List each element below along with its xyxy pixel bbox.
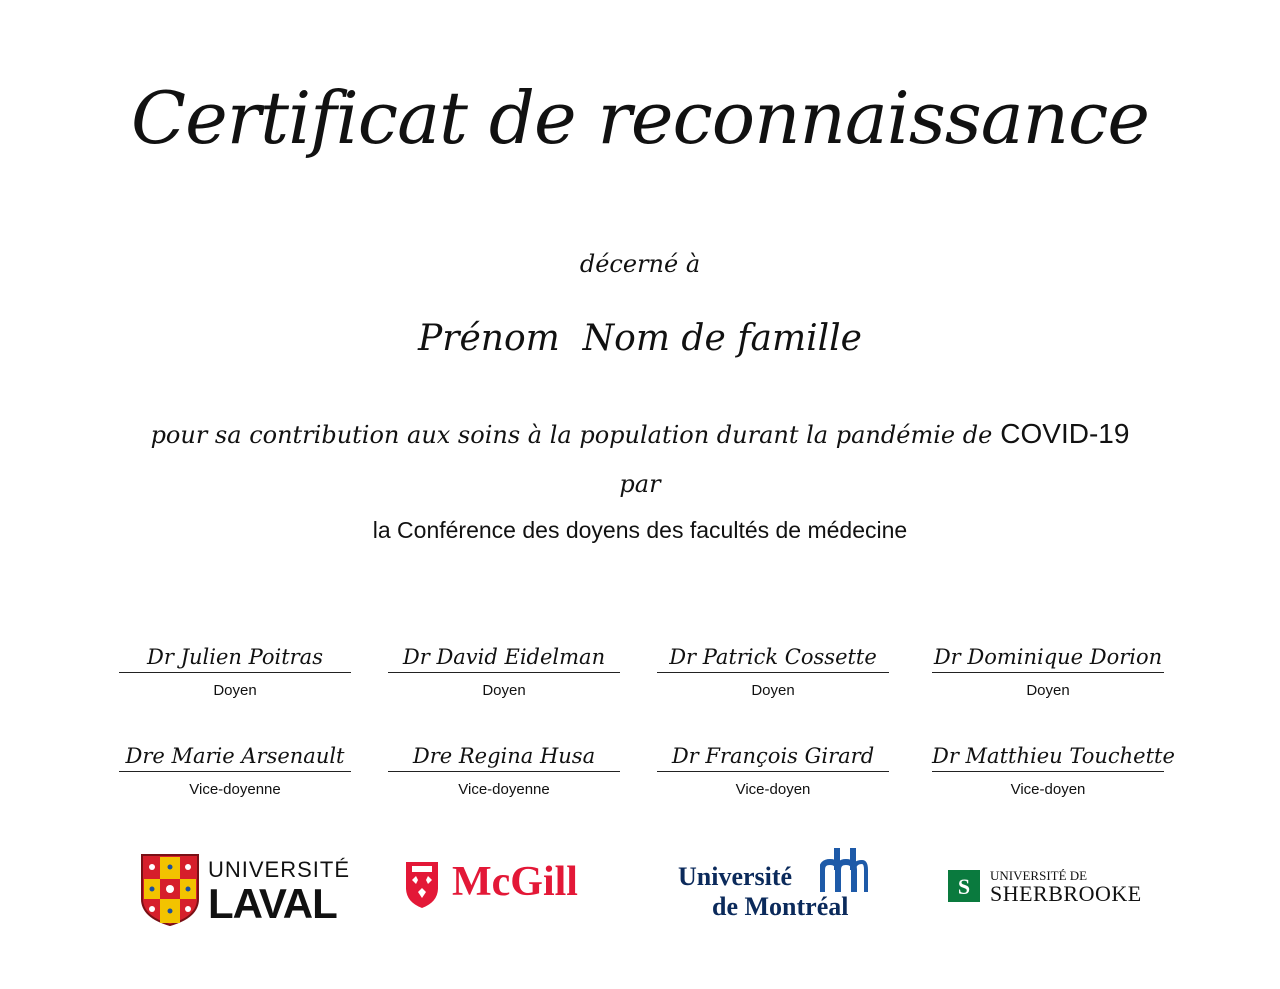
laval-shield-icon [140,853,200,927]
sherbrooke-logo-line1: UNIVERSITÉ DE [990,868,1088,883]
montreal-logo [678,848,878,924]
signature-block [119,743,351,798]
signature-role: Doyen [1026,682,1070,699]
montreal-logo-line1: Université [678,862,793,891]
signature-name: Dr David Eidelman [388,644,620,673]
signature-name: Dre Marie Arsenault [119,743,351,772]
signature-role: Vice-doyenne [189,781,281,798]
mcgill-logo [404,858,604,914]
laval-logo [140,853,351,929]
signature-name: Dr Dominique Dorion [932,644,1164,673]
sherbrooke-logo-line2: SHERBROOKE [990,881,1142,906]
signature-block [388,644,620,699]
laval-logo-line1: UNIVERSITÉ [208,857,351,882]
sherbrooke-s-icon [948,870,980,902]
signature-block [657,743,889,798]
reason-line [0,418,1280,450]
mcgill-logo-text: McGill [452,859,578,905]
signature-role: Doyen [213,682,257,699]
signature-role: Vice-doyen [735,781,811,798]
svg-text:S: S [957,874,971,899]
sherbrooke-logo [948,868,1158,912]
covid-label: COVID-19 [1000,418,1130,449]
reason-text: pour sa contribution aux soins à la population durant la pandémie de [150,421,993,449]
organization-name: la Conférence des doyens des facultés de médecine [372,517,908,543]
signature-block [388,743,620,798]
signature-role: Vice-doyen [1010,781,1086,798]
mcgill-crest-icon [404,860,440,910]
signature-block [932,743,1175,798]
laval-logo-line2: LAVAL [208,880,337,927]
signature-block [657,644,889,699]
signature-name: Dr Matthieu Touchette [932,743,1164,772]
recipient-name: Prénom Nom de famille [418,318,862,359]
signature-role: Doyen [482,682,526,699]
signature-role: Doyen [751,682,795,699]
signature-name: Dr Patrick Cossette [657,644,889,673]
signature-name: Dr François Girard [657,743,889,772]
montreal-logo-line2: de Montréal [712,892,849,921]
awarded-to-text: décerné à [579,250,701,278]
signature-block [932,644,1164,699]
signature-name: Dr Julien Poitras [119,644,351,673]
certificate-title: Certificat de reconnaissance [131,76,1149,160]
signature-role: Vice-doyenne [458,781,550,798]
signature-block [119,644,351,699]
montreal-emblem-icon [820,848,868,894]
by-text: par [619,470,661,498]
signature-name: Dre Regina Husa [388,743,620,772]
